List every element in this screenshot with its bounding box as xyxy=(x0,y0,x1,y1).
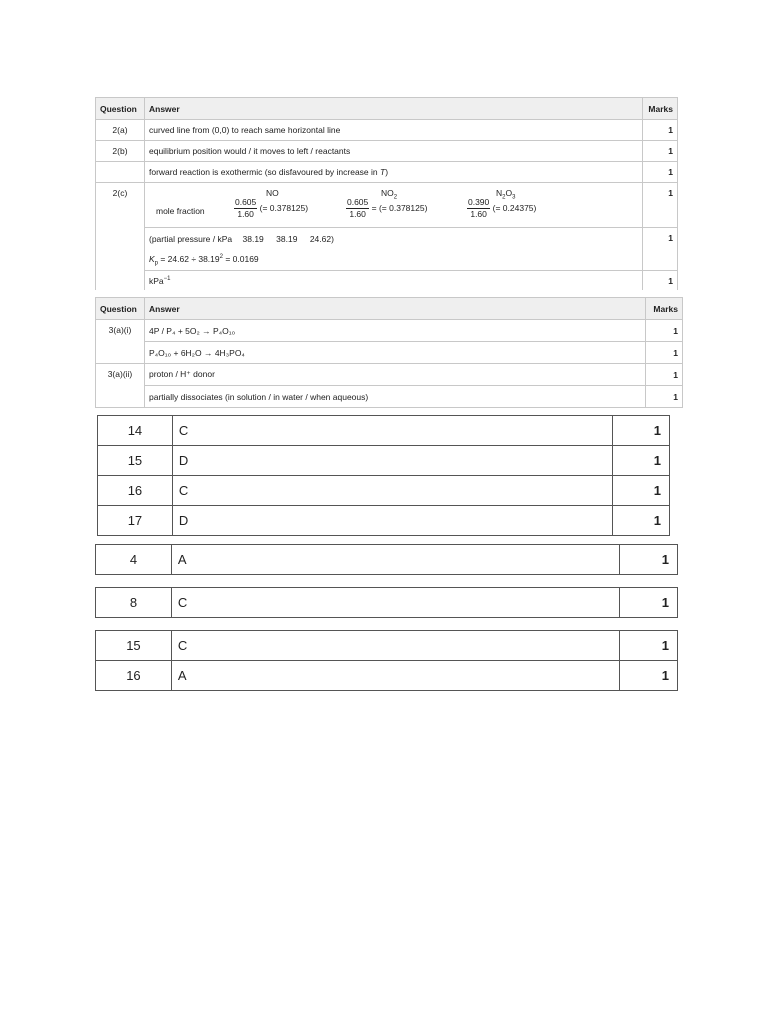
table-row xyxy=(96,386,683,408)
header-question: Question xyxy=(96,98,145,120)
marks-value: 1 xyxy=(613,446,670,476)
question-number: 2(b) xyxy=(96,141,145,162)
answer-text: proton / H⁺ donor xyxy=(144,364,645,386)
marks-value: 1 xyxy=(642,120,677,141)
answer-text: forward reaction is exothermic (so disfavoured by increase in T) xyxy=(144,162,642,183)
mole-fraction-cell xyxy=(144,183,642,228)
answer-text: equilibrium position would / it moves to left / reactants xyxy=(144,141,642,162)
answer-text: curved line from (0,0) to reach same horizontal line xyxy=(144,120,642,141)
unit-cell: kPa$^{-1}$ xyxy=(144,271,642,291)
table-row xyxy=(96,320,683,342)
table-row xyxy=(96,342,683,364)
table-row xyxy=(96,228,678,251)
table-row xyxy=(96,631,678,661)
table-row xyxy=(96,545,678,575)
mole-fraction-label: mole fraction xyxy=(155,206,205,216)
marks-value: 1 xyxy=(642,162,677,183)
question-number: 2(c) xyxy=(96,183,145,291)
question-number: 15 xyxy=(96,631,172,661)
answer-key-table-3 xyxy=(95,587,678,618)
header-marks: Marks xyxy=(642,98,677,120)
column-label-no2: $NO_2$ xyxy=(380,188,398,201)
question-number: 15 xyxy=(98,446,173,476)
question-number: 17 xyxy=(98,506,173,536)
marks-value: 1 xyxy=(613,416,670,446)
table-row xyxy=(98,446,670,476)
fraction-no: $\frac{0.605}{1.60}$ (= 0.378125) xyxy=(234,197,309,219)
table-row xyxy=(96,661,678,691)
fraction-n2o3: $\frac{0.390}{1.60}$ (= 0.24375) xyxy=(467,197,537,219)
marks-value: 1 xyxy=(620,545,678,575)
question-number: 8 xyxy=(96,588,172,618)
question-number: 16 xyxy=(98,476,173,506)
marks-value: 1 xyxy=(642,271,677,291)
marks-value: 1 xyxy=(642,183,677,228)
answer-text: P₄O₁₀ + 6H₂O → 4H₃PO₄ xyxy=(144,342,645,364)
answer-text: 4P / P₄ + 5O₂ → P₄O₁₀ xyxy=(144,320,645,342)
answer-letter: C xyxy=(171,631,619,661)
header-answer: Answer xyxy=(144,98,642,120)
marks-value: 1 xyxy=(620,588,678,618)
answer-key-table-4 xyxy=(95,630,678,691)
marks-value: 1 xyxy=(620,661,678,691)
marks-value: 1 xyxy=(613,506,670,536)
table-row xyxy=(98,506,670,536)
answer-letter: A xyxy=(171,545,619,575)
answer-letter: C xyxy=(172,476,612,506)
table-row xyxy=(96,588,678,618)
marks-value: 1 xyxy=(620,631,678,661)
answer-letter: A xyxy=(171,661,619,691)
table-row xyxy=(96,120,678,141)
header-question: Question xyxy=(96,298,145,320)
table-header-row xyxy=(96,298,683,320)
table-header-row xyxy=(96,98,678,120)
answer-letter: D xyxy=(172,446,612,476)
marks-value: 1 xyxy=(613,476,670,506)
fraction-no2: $\frac{0.605}{1.60}$ = (= 0.378125) xyxy=(346,197,428,219)
answer-key-table-2 xyxy=(95,544,678,575)
partial-pressure-cell: (partial pressure / kPa 38.19 38.19 24.62) xyxy=(144,228,642,251)
answer-text: partially dissociates (in solution / in water / when aqueous) xyxy=(144,386,645,408)
question-number xyxy=(96,162,145,183)
column-label-n2o3: $N_2O_3$ xyxy=(495,188,516,201)
kp-expression-cell: $K_p = 24.62 \div 38.19^2 = 0.0169$ xyxy=(144,250,642,271)
table-row xyxy=(98,476,670,506)
marks-value: 1 xyxy=(645,364,682,386)
marks-value: 1 xyxy=(645,386,682,408)
answer-letter: C xyxy=(171,588,619,618)
answer-letter: D xyxy=(172,506,612,536)
marks-value: 1 xyxy=(642,228,677,251)
marks-value: 1 xyxy=(645,320,682,342)
header-answer: Answer xyxy=(144,298,645,320)
table-row xyxy=(96,250,678,271)
mark-scheme-table-q3 xyxy=(95,297,683,408)
question-number: 14 xyxy=(98,416,173,446)
table-row xyxy=(96,183,678,228)
question-number: 3(a)(ii) xyxy=(96,364,145,408)
table-row xyxy=(96,141,678,162)
column-label-no: NO xyxy=(265,188,279,198)
answer-key-table-1 xyxy=(97,415,670,536)
header-marks: Marks xyxy=(645,298,682,320)
table-row xyxy=(96,271,678,291)
table-row xyxy=(98,416,670,446)
question-number: 3(a)(i) xyxy=(96,320,145,364)
mark-scheme-table-q2 xyxy=(95,97,678,290)
question-number: 2(a) xyxy=(96,120,145,141)
question-number: 4 xyxy=(96,545,172,575)
marks-value: 1 xyxy=(642,141,677,162)
table-row xyxy=(96,364,683,386)
marks-value: 1 xyxy=(645,342,682,364)
table-row xyxy=(96,162,678,183)
answer-letter: C xyxy=(172,416,612,446)
question-number: 16 xyxy=(96,661,172,691)
